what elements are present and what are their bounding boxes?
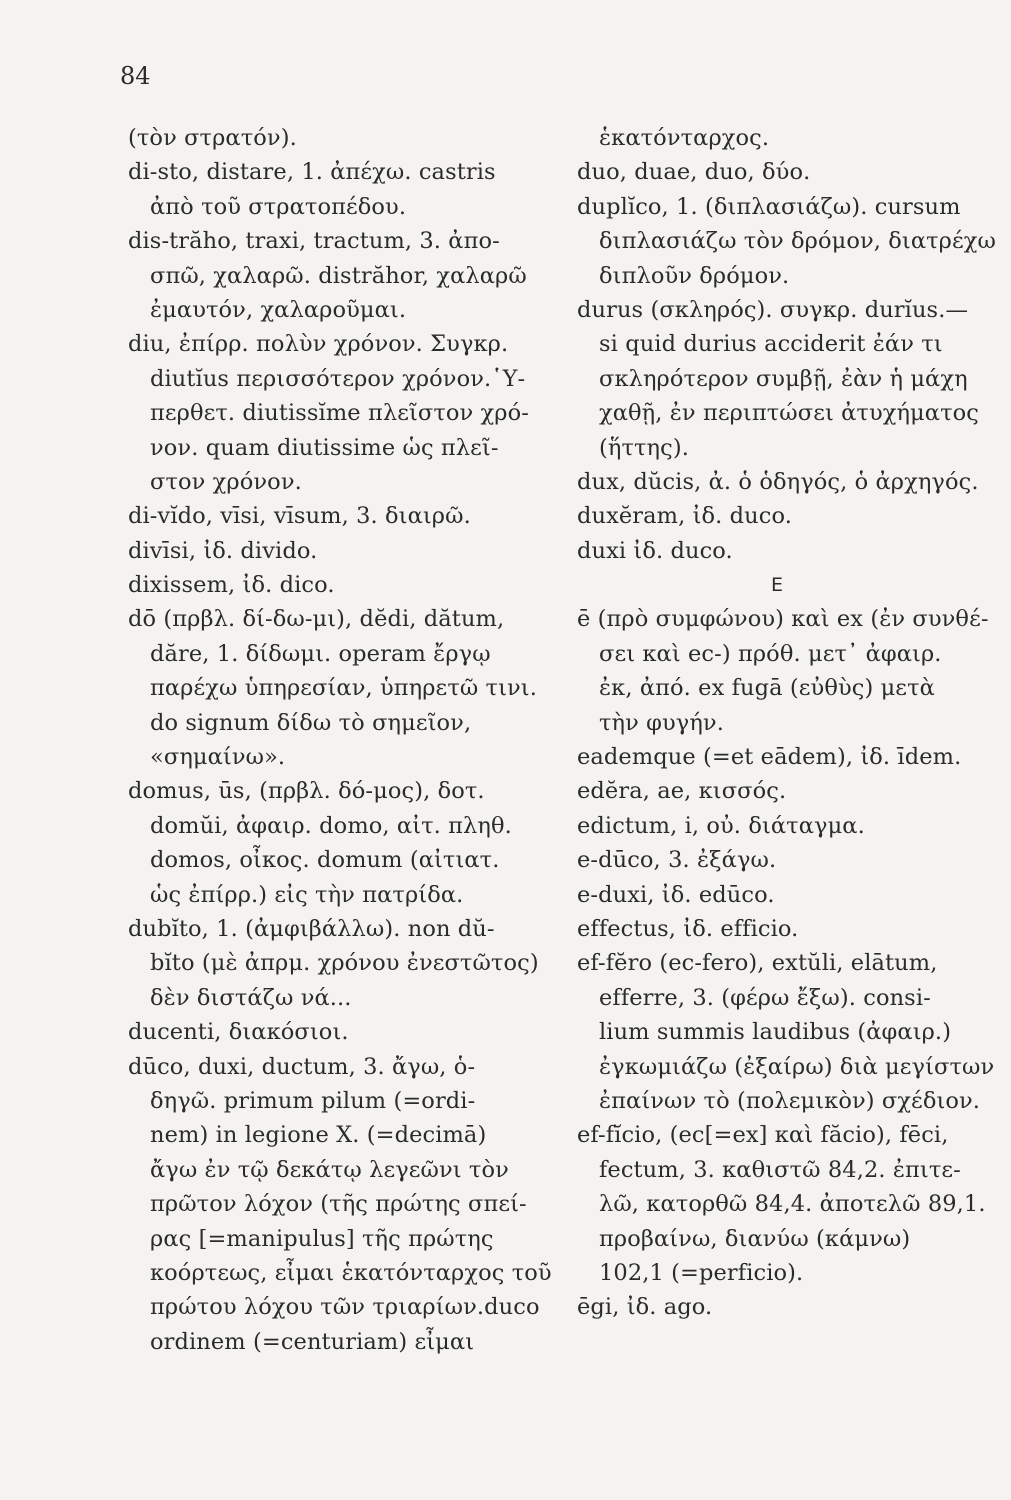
dictionary-line: διπλασιάζω τὸν δρόμον, διατρέχω bbox=[599, 228, 996, 255]
dictionary-line: di-sto, distare, 1. ἀπέχω. castris bbox=[128, 159, 496, 186]
dictionary-line: ducenti, διακόσιοι. bbox=[128, 1019, 349, 1046]
dictionary-line: ἐμαυτόν, χαλαροῦμαι. bbox=[150, 296, 407, 323]
dictionary-line: ἄγω ἐν τῷ δεκάτῳ λεγεῶνι τὸν bbox=[150, 1156, 509, 1183]
section-heading: E bbox=[770, 574, 784, 597]
dictionary-line: πρώτου λόχου τῶν τριαρίων.duco bbox=[150, 1294, 540, 1321]
dictionary-line: dăre, 1. δίδωμι. operam ἔργῳ bbox=[150, 640, 491, 667]
dictionary-line: e-dūco, 3. ἐξάγω. bbox=[577, 847, 777, 874]
dictionary-line: δὲν διστάζω νά... bbox=[150, 984, 352, 1011]
dictionary-line: diutĭus περισσότερον χρόνον.῾Υ- bbox=[150, 365, 526, 392]
dictionary-line: dis-trăho, traxi, tractum, 3. ἀπο- bbox=[128, 228, 500, 255]
dictionary-line: dux, dŭcis, ἀ. ὁ ὁδηγός, ὁ ἀρχηγός. bbox=[577, 468, 979, 495]
dictionary-line: ἐγκωμιάζω (ἐξαίρω) διὰ μεγίστων bbox=[599, 1053, 995, 1080]
dictionary-line: σκληρότερον συμβῇ, ἐὰν ἡ μάχη bbox=[599, 365, 968, 392]
dictionary-line: περθετ. diutissĭme πλεῖστον χρό- bbox=[150, 400, 529, 427]
dictionary-line: κοόρτεως, εἶμαι ἑκατόνταρχος τοῦ bbox=[150, 1259, 552, 1286]
dictionary-line: domŭi, ἀφαιρ. domo, αἰτ. πληθ. bbox=[150, 812, 512, 839]
dictionary-line: ordinem (=centuriam) εἶμαι bbox=[150, 1328, 475, 1355]
dictionary-line: bĭto (μὲ ἀπρμ. χρόνου ἐνεστῶτος) bbox=[150, 950, 539, 977]
dictionary-line: σπῶ, χαλαρῶ. distrăhor, χαλαρῶ bbox=[150, 262, 527, 289]
dictionary-line: dō (πρβλ. δί-δω-μι), dĕdi, dătum, bbox=[128, 606, 505, 633]
dictionary-line: domos, οἶκος. domum (αἰτιατ. bbox=[150, 847, 500, 874]
dictionary-line: duo, duae, duo, δύο. bbox=[577, 159, 811, 186]
dictionary-line: σει καὶ ec-) πρόθ. μετ᾽ ἀφαιρ. bbox=[599, 640, 942, 667]
page-number: 84 bbox=[120, 62, 151, 90]
dictionary-line: lium summis laudibus (ἀφαιρ.) bbox=[599, 1019, 952, 1046]
dictionary-line: ē (πρὸ συμφώνου) καὶ ex (ἐν συνθέ- bbox=[577, 606, 989, 633]
dictionary-line: durus (σκληρός). συγκρ. durĭus.— bbox=[577, 296, 969, 323]
dictionary-line: ὡς ἐπίρρ.) εἰς τὴν πατρίδα. bbox=[150, 881, 464, 908]
dictionary-line: (ἥττης). bbox=[599, 434, 689, 461]
dictionary-line: dūco, duxi, ductum, 3. ἄγω, ὁ- bbox=[128, 1053, 476, 1080]
dictionary-line: di-vĭdo, vīsi, vīsum, 3. διαιρῶ. bbox=[128, 503, 471, 530]
dictionary-line: προβαίνω, διανύω (κάμνω) bbox=[599, 1225, 911, 1252]
dictionary-line: duxi ἰδ. duco. bbox=[577, 537, 733, 564]
dictionary-line: λῶ, κατορθῶ 84,4. ἀποτελῶ 89,1. bbox=[599, 1191, 986, 1218]
dictionary-line: ἑκατόνταρχος. bbox=[599, 125, 770, 151]
dictionary-line: χαθῇ, ἐν περιπτώσει ἀτυχήματος bbox=[599, 400, 979, 427]
dictionary-line: duxĕram, ἰδ. duco. bbox=[577, 503, 792, 530]
dictionary-line: domus, ūs, (πρβλ. δό-μος), δοτ. bbox=[128, 778, 485, 805]
dictionary-line: duplĭco, 1. (διπλασιάζω). cursum bbox=[577, 193, 961, 220]
dictionary-line: dixissem, ἰδ. dico. bbox=[128, 572, 335, 599]
dictionary-line: πρῶτον λόχον (τῆς πρώτης σπεί- bbox=[150, 1191, 527, 1218]
dictionary-line: ēgi, ἰδ. ago. bbox=[577, 1294, 713, 1321]
dictionary-line: δηγῶ. primum pilum (=ordi- bbox=[150, 1087, 476, 1114]
dictionary-line: e-duxi, ἰδ. edūco. bbox=[577, 881, 775, 908]
dictionary-line: ἐπαίνων τὸ (πολεμικὸν) σχέδιον. bbox=[599, 1087, 981, 1114]
dictionary-line: si quid durius acciderit ἐάν τι bbox=[599, 331, 943, 358]
dictionary-line: 102,1 (=perficio). bbox=[599, 1259, 804, 1286]
dictionary-line: edictum, i, οὐ. διάταγμα. bbox=[577, 812, 865, 839]
dictionary-line: fectum, 3. καθιστῶ 84,2. ἐπιτε- bbox=[599, 1156, 961, 1183]
dictionary-line: eademque (=et eādem), ἰδ. īdem. bbox=[577, 744, 962, 771]
right-column bbox=[577, 121, 997, 1325]
left-column bbox=[128, 121, 553, 1359]
dictionary-line: ρας [=manipulus] τῆς πρώτης bbox=[150, 1225, 494, 1252]
dictionary-line: τὴν φυγήν. bbox=[599, 709, 724, 736]
dictionary-line: do signum δίδω τὸ σημεῖον, bbox=[150, 709, 472, 736]
dictionary-line: ἀπὸ τοῦ στρατοπέδου. bbox=[150, 193, 407, 220]
dictionary-line: νον. quam diutissime ὡς πλεῖ- bbox=[150, 434, 499, 461]
dictionary-line: divīsi, ἰδ. divido. bbox=[128, 537, 318, 564]
dictionary-line: ef-fĕro (ec-fero), extŭli, elātum, bbox=[577, 950, 938, 977]
dictionary-line: nem) in legione X. (=decimā) bbox=[150, 1122, 487, 1149]
dictionary-line: ἐκ, ἀπό. ex fugā (εὐθὺς) μετὰ bbox=[599, 675, 935, 702]
dictionary-line: ef-fĭcio, (ec[=ex] καὶ făcio), fēci, bbox=[577, 1122, 949, 1149]
dictionary-line: effectus, ἰδ. efficio. bbox=[577, 915, 799, 942]
dictionary-line: efferre, 3. (φέρω ἔξω). consi- bbox=[599, 984, 931, 1011]
dictionary-line: dubĭto, 1. (ἀμφιβάλλω). non dŭ- bbox=[128, 915, 495, 942]
dictionary-line: (τὸν στρατόν). bbox=[128, 125, 297, 151]
dictionary-line: diu, ἐπίρρ. πολὺν χρόνον. Συγκρ. bbox=[128, 331, 509, 358]
dictionary-line: «σημαίνω». bbox=[150, 744, 286, 771]
dictionary-line: edĕra, ae, κισσός. bbox=[577, 778, 787, 805]
dictionary-line: διπλοῦν δρόμον. bbox=[599, 262, 790, 289]
dictionary-line: παρέχω ὑπηρεσίαν, ὑπηρετῶ τινι. bbox=[150, 675, 537, 702]
dictionary-line: στον χρόνον. bbox=[150, 468, 302, 495]
